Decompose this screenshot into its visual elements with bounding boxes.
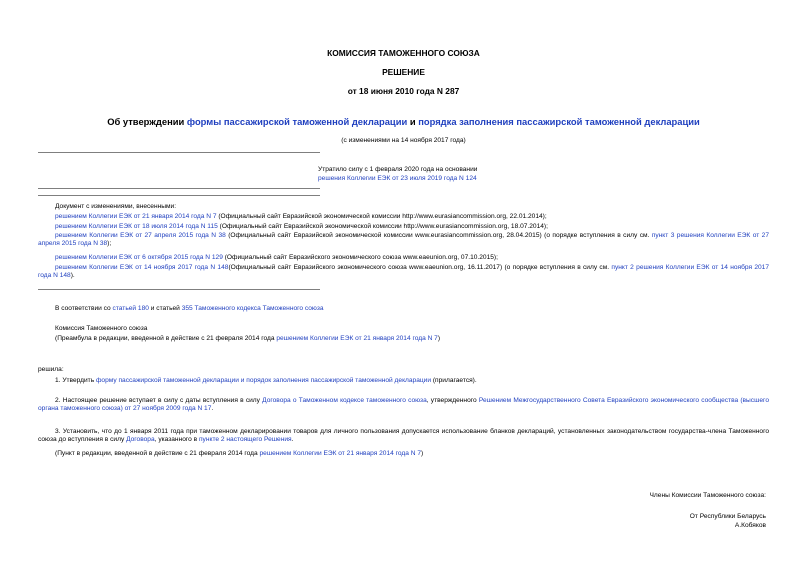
change-text: ); [107,240,112,248]
commission-label: Комиссия Таможенного союза [55,325,148,332]
edition-note: (с изменениями на 14 ноября 2017 года) [341,137,466,144]
preamble [55,305,324,313]
point-1 [55,377,477,385]
doc-type: РЕШЕНИЕ [382,67,425,77]
point-text: (прилагается). [431,377,477,384]
members-label: Члены Комиссии Таможенного союза: [649,492,766,499]
point-text: . [291,436,294,444]
change-text: (Официальный сайт Евразийского экономического союза www.eaeunion.org, 07.10.2015); [222,254,498,261]
title-link-procedure[interactable]: порядка заполнения пассажирской таможенной декларации [418,116,700,127]
expired-line: Утратило силу с 1 февраля 2020 года на основании [318,166,478,173]
preamble-note [55,335,440,343]
change-text: (Официальный сайт Евразийской экономической комиссии www.eurasiancommission.org, 28.04.2015) (о порядке вступления в силу см. [225,232,652,239]
note-text: (Пункт в редакции, введенной в действие с 21 февраля 2014 года [55,450,260,457]
change-item [55,254,498,262]
change-link-point[interactable]: пункт 2 решения Коллегии ЕЭК от 14 ноября 2017 года N 148 [38,264,769,280]
changes-heading: Документ с изменениями, внесенными: [55,203,177,210]
point-2-ref-link[interactable]: пункте 2 настоящего Решения [198,436,292,444]
divider [38,289,320,290]
org-title: КОМИССИЯ ТАМОЖЕННОГО СОЮЗА [327,48,480,58]
change-link[interactable]: решением Коллегии ЕЭК от 6 октября 2015 года N 129 [55,254,223,261]
signatory-name: А.Кобяков [734,522,766,529]
change-link[interactable]: решением Коллегии ЕЭК от 27 апреля 2015 года N 38 [55,232,226,239]
article-180-link[interactable]: статьей 180 [112,305,149,312]
divider [38,152,320,153]
doc-date: от 18 июня 2010 года N 287 [347,86,460,96]
change-link[interactable]: решением Коллегии ЕЭК от 18 июля 2014 года N 115 [55,223,218,230]
treaty-short-link[interactable]: Договора [126,436,155,444]
title-mid: и [407,116,419,127]
point-text: 2. Настоящее решение вступает в силу с даты вступления в силу [55,397,263,404]
point-text: , указанного в [154,436,199,444]
change-link[interactable]: решением Коллегии ЕЭК от 14 ноября 2017 года N 148 [55,264,229,271]
note-text: ) [421,450,424,457]
note-link[interactable]: решением Коллегии ЕЭК от 21 января 2014 года N 7 [259,450,422,457]
expired-link[interactable]: решения Коллегии ЕЭК от 23 июля 2019 года N 124 [318,175,477,182]
change-link[interactable]: решением Коллегии ЕЭК от 21 января 2014 года N 7 [55,213,217,220]
point-3 [38,428,769,444]
note-text: ) [437,335,441,342]
point-text: . [211,405,214,413]
treaty-link[interactable]: Договора о Таможенном кодексе таможенного союза [262,397,427,404]
divider [38,188,320,189]
council-decision-link[interactable]: Решением Межгосударственного Совета Евразийского экономического сообщества (высшего органа таможенного союза) от 27 ноября 2009 года N 17 [38,397,769,413]
point-3-note [55,450,423,458]
change-text: ). [70,272,75,280]
change-item [55,223,548,231]
change-text: (Официальный сайт Евразийской экономической комиссии http://www.eurasiancommission.org, 22.01.2014); [216,213,547,220]
change-link-point[interactable]: пункт 3 решения Коллегии ЕЭК от 27 апреля 2015 года N 38 [38,232,769,248]
preamble-text: и статьей [148,305,182,312]
change-item [55,213,547,221]
point-text: 1. Утвердить [55,377,96,384]
doc-title [0,116,807,128]
title-link-form[interactable]: формы пассажирской таможенной декларации [186,116,408,127]
change-item [38,264,769,280]
change-text: (Официальный сайт Евразийского экономического союза www.eaeunion.org, 16.11.2017) (о порядке вступления в силу см. [228,264,612,271]
article-355-link[interactable]: 355 Таможенного кодекса Таможенного союза [181,305,324,312]
decided-label: решила: [38,366,64,373]
signatory-country: От Республики Беларусь [689,513,766,520]
title-pre: Об утверждении [107,116,187,127]
change-item [38,232,769,248]
point-text: 3. Установить, что до 1 января 2011 года при таможенном декларировании товаров для личного пользования допускается использование бланков деклараций, установленных законодательством государства-члена Таможенного союза до вступления в силу [38,428,769,444]
point-2 [38,397,769,413]
note-text: (Преамбула в редакции, введенной в действие с 21 февраля 2014 года [55,335,277,342]
divider [38,195,320,196]
preamble-text: В соответствии со [55,305,113,312]
note-link[interactable]: решением Коллегии ЕЭК от 21 января 2014 года N 7 [276,335,438,342]
point-text: , утвержденного [426,397,479,404]
change-text: (Официальный сайт Евразийской экономической комиссии http://www.eurasiancommission.org, 18.07.2014); [217,223,548,230]
point-1-link[interactable]: форму пассажирской таможенной декларации и порядок заполнения пассажирской таможенной декларации [95,377,432,384]
